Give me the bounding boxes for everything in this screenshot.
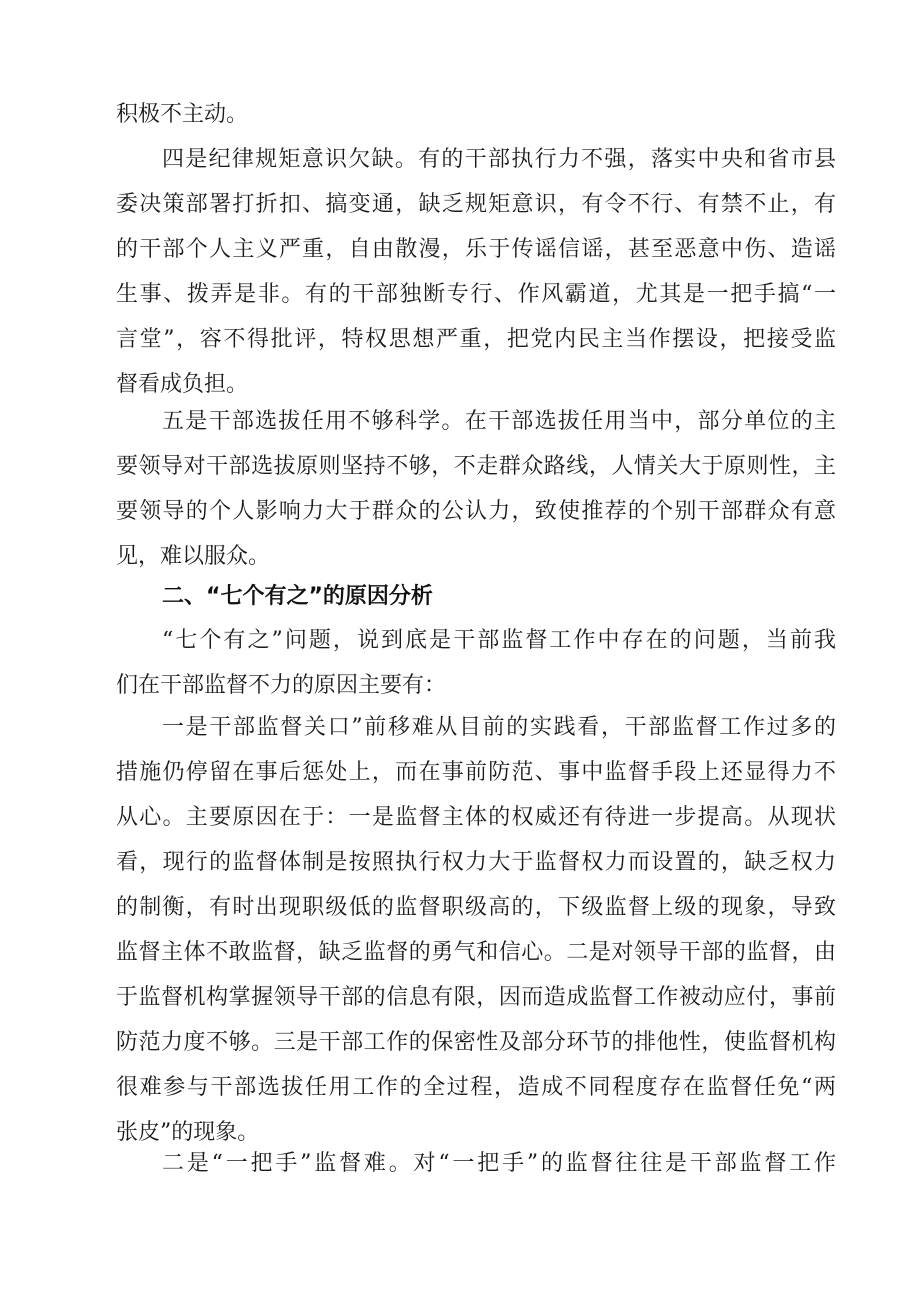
paragraph-continuation — [116, 92, 836, 137]
paragraph-discipline-awareness — [116, 137, 836, 407]
text-line: 要领导的个人影响力大于群众的公认力，致使推荐的个别干部群众有意 — [116, 499, 836, 524]
text-line: 监督主体不敢监督，缺乏监督的勇气和信心。二是对领导干部的监督，由 — [116, 940, 836, 965]
text-line: 一是干部监督关口”前移难从目前的实践看，干部监督工作过多的 — [162, 715, 836, 740]
section-heading-text: 二、“七个有之”的原因分析 — [162, 584, 433, 609]
paragraph-top-leader-supervision — [116, 1141, 836, 1186]
text-line: 张皮”的现象。 — [116, 1120, 260, 1145]
text-line: 五是干部选拔任用不够科学。在干部选拔任用当中，部分单位的主 — [162, 409, 836, 434]
text-line: 措施仍停留在事后惩处上，而在事前防范、事中监督手段上还显得力不 — [116, 760, 836, 785]
paragraph-cadre-selection — [116, 399, 836, 579]
text-line: 生事、拨弄是非。有的干部独断专行、作风霸道，尤其是一把手搞“一 — [116, 282, 836, 307]
text-line: 的干部个人主义严重，自由散漫，乐于传谣信谣，甚至恶意中伤、造谣 — [116, 237, 836, 262]
text-line: 言堂”，容不得批评，特权思想严重，把党内民主当作摆设，把接受监 — [116, 327, 836, 352]
text-line: 从心。主要原因在于：一是监督主体的权威还有待进一步提高。从现状 — [116, 805, 836, 830]
text-line: 见，难以服众。 — [116, 544, 271, 569]
section-heading — [116, 574, 836, 619]
text-line: 委决策部署打折扣、搞变通，缺乏规矩意识，有令不行、有禁不止，有 — [116, 192, 836, 217]
text-line: 四是纪律规矩意识欠缺。有的干部执行力不强，落实中央和省市县 — [162, 147, 836, 172]
text-line: 积极不主动。 — [116, 102, 249, 127]
text-line: 防范力度不够。三是干部工作的保密性及部分环节的排他性，使监督机构 — [116, 1030, 836, 1055]
paragraph-cause-intro — [116, 618, 836, 708]
text-line: 看，现行的监督体制是按照执行权力大于监督权力而设置的，缺乏权力 — [116, 850, 836, 875]
text-line: 督看成负担。 — [116, 372, 249, 397]
text-line: 二是“一把手”监督难。对“一把手”的监督往往是干部监督工作 — [162, 1151, 836, 1176]
text-line: 很难参与干部选拔任用工作的全过程，造成不同程度存在监督任免“两 — [116, 1075, 836, 1100]
text-line: 于监督机构掌握领导干部的信息有限，因而造成监督工作被动应付，事前 — [116, 985, 836, 1010]
text-line: 们在干部监督不力的原因主要有： — [116, 673, 447, 698]
text-line: 的制衡，有时出现职级低的监督职级高的，下级监督上级的现象，导致 — [116, 895, 836, 920]
paragraph-supervision-checkpoint — [116, 705, 836, 1155]
text-line: “七个有之”问题，说到底是干部监督工作中存在的问题，当前我 — [162, 628, 836, 653]
text-line: 要领导对干部选拔原则坚持不够，不走群众路线，人情关大于原则性，主 — [116, 454, 836, 479]
